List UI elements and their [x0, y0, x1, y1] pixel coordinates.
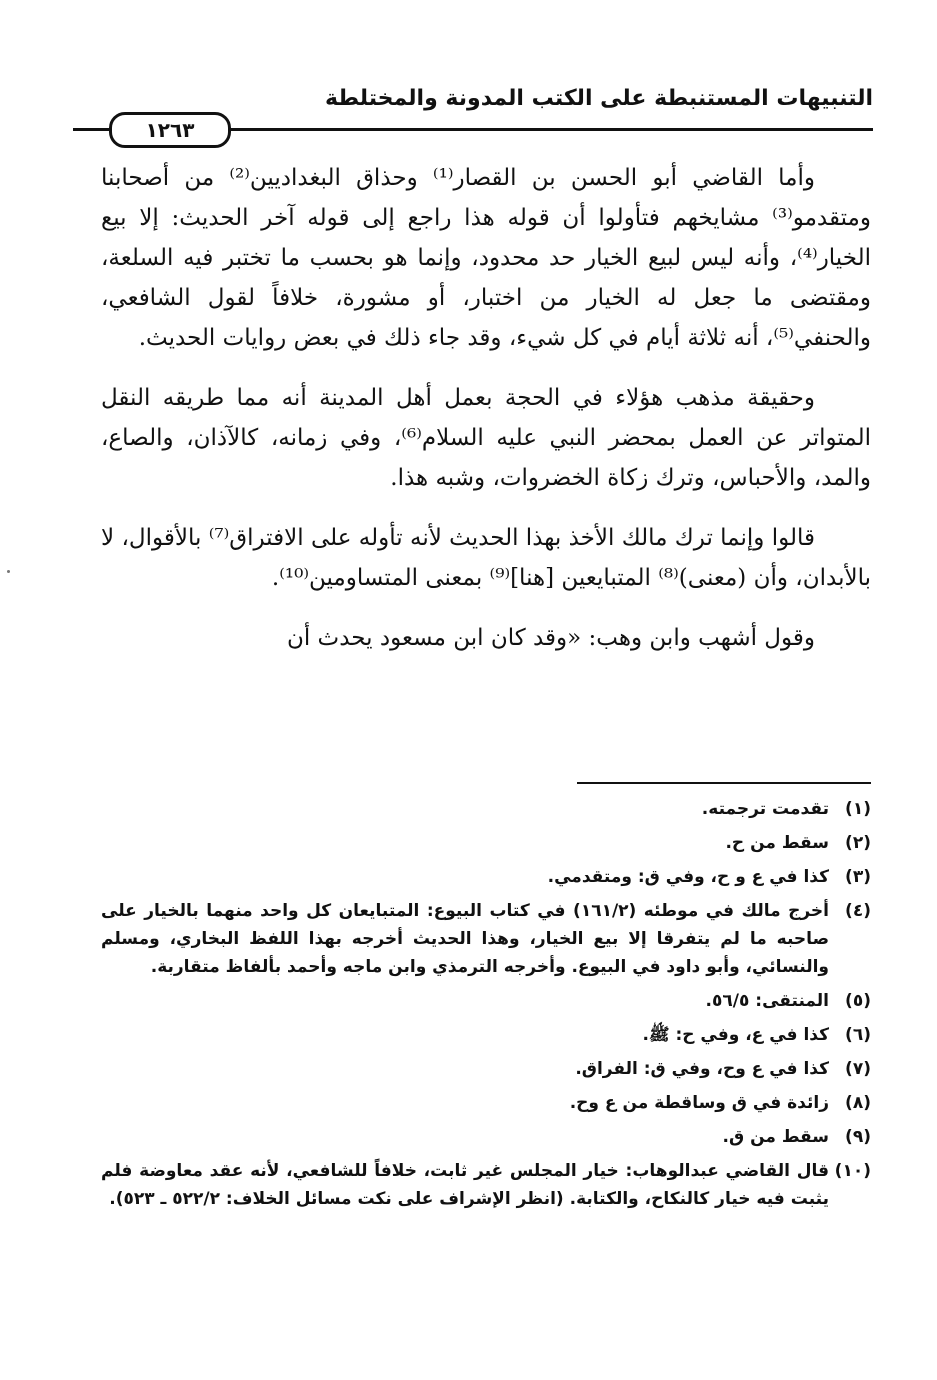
- footnote: [101, 897, 871, 981]
- footnote-number: (٨): [845, 1093, 871, 1113]
- footnote: [101, 795, 871, 823]
- paragraph: وحقيقة مذهب هؤلاء في الحجة بعمل أهل المدينة أنه مما طريقه النقل المتواتر عن العمل بمحضر النبي عليه السلام⁽⁶⁾، وفي زمانه، كالآذان، والصاع، والمد، والأحباس، وترك زكاة الخضروات، وشبه هذا.: [101, 385, 872, 491]
- footnote-text: تقدمت ترجمته.: [701, 799, 829, 819]
- footnote: [101, 987, 871, 1015]
- footnote-text: كذا في ع وح، وفي ق: الفراق.: [575, 1059, 829, 1079]
- footnote: [101, 1055, 871, 1083]
- scan-speck: [7, 570, 10, 573]
- main-text: [101, 158, 871, 658]
- footnote-number: (٤): [845, 901, 871, 921]
- footnote-text: زائدة في ق وساقطة من ع وح.: [569, 1093, 829, 1113]
- running-head: [73, 86, 873, 142]
- footnote: [101, 1157, 871, 1213]
- footnote-number: (٩): [845, 1127, 871, 1147]
- footnotes-list: [101, 795, 871, 1219]
- footnote-text: المنتقى: ٥٦/٥.: [705, 991, 829, 1011]
- footnote-text: قال القاضي عبدالوهاب: خيار المجلس غير ثابت، خلافاً للشافعي، لأنه عقد معاوضة فلم يثبت فيه خيار كالنكاح، والكتابة. (انظر الإشراف على نكت مسائل الخلاف: ٥٢٢/٢ ـ ٥٢٣).: [101, 1161, 829, 1209]
- footnote-text: كذا في ع و ح، وفي ق: ومتقدمي.: [547, 867, 829, 887]
- footnote-text: سقط من ح.: [725, 833, 829, 853]
- footnote-text: أخرج مالك في موطئه (١٦١/٢) في كتاب البيوع: المتبايعان كل واحد منهما بالخيار على صاحبه ما لم يتفرقا إلا بيع الخيار، وهذا الحديث أخرجه بهذا اللفظ البخاري، ومسلم والنسائي، وأبو داود في البيوع. وأخرجه الترمذي وابن ماجه وأحمد بألفاظ متقاربة.: [101, 901, 829, 977]
- paragraph: وأما القاضي أبو الحسن بن القصار⁽¹⁾ وحذاق البغداديين⁽²⁾ من أصحابنا ومتقدمو⁽³⁾ مشايخهم فتأولوا أن قوله هذا راجع إلى قوله آخر الحديث: إلا بيع الخيار⁽⁴⁾، وأنه ليس لبيع الخيار حد محدود، وإنما هو بحسب ما تختبر فيه السلعة، ومقتضى ما جعل له الخيار من اختبار، أو مشورة، خلافاً لقول الشافعي، والحنفي⁽⁵⁾، أنه ثلاثة أيام في كل شيء، وقد جاء ذلك في بعض روايات الحديث.: [101, 165, 871, 351]
- footnote: [101, 1123, 871, 1151]
- footnote-text: كذا في ع، وفي ح: ﷺ.: [642, 1025, 829, 1045]
- footnote-number: (٦): [845, 1025, 871, 1045]
- page-number: ١٢٦٣: [109, 112, 231, 148]
- footnotes-separator: [577, 782, 871, 784]
- footnote: [101, 829, 871, 857]
- footnote-text: سقط من ق.: [722, 1127, 829, 1147]
- footnote-number: (٥): [845, 991, 871, 1011]
- footnote-number: (١): [845, 799, 871, 819]
- footnote: [101, 863, 871, 891]
- footnote-number: (١٠): [834, 1161, 871, 1181]
- footnote-number: (٢): [845, 833, 871, 853]
- paragraph: قالوا وإنما ترك مالك الأخذ بهذا الحديث لأنه تأوله على الافتراق⁽⁷⁾ بالأقوال، لا بالأبدان، وأن (معنى)⁽⁸⁾ المتبايعين [هنا]⁽⁹⁾ بمعنى المتساومين⁽¹⁰⁾.: [101, 525, 871, 591]
- paragraph: وقول أشهب وابن وهب: «وقد كان ابن مسعود يحدث أن: [286, 625, 815, 651]
- footnote-number: (٣): [845, 867, 871, 887]
- footnote: [101, 1089, 871, 1117]
- footnote: [101, 1021, 871, 1049]
- running-title: التنبيهات المستنبطة على الكتب المدونة والمختلطة: [324, 86, 873, 111]
- footnote-number: (٧): [845, 1059, 871, 1079]
